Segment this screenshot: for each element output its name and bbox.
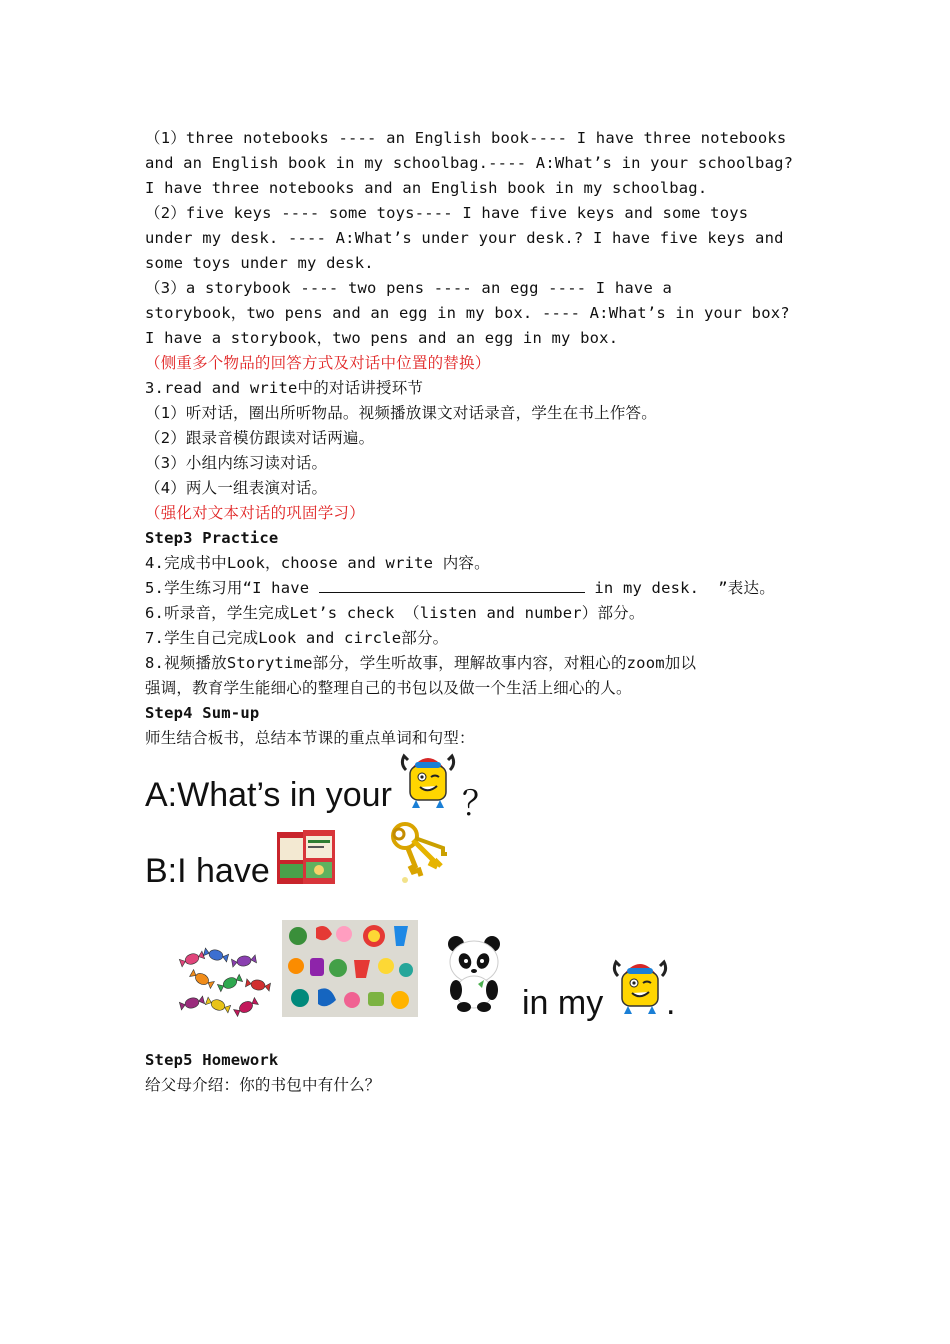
practice-text: 5.学生练习用“I have bbox=[145, 579, 319, 597]
board-line-b: B:I have bbox=[145, 852, 270, 890]
practice-item: 7.学生自己完成Look and circle部分。 bbox=[145, 629, 449, 647]
step-item: （4）两人一组表演对话。 bbox=[145, 479, 328, 497]
fill-in-blank bbox=[319, 578, 585, 593]
step5-heading: Step5 Homework bbox=[145, 1051, 279, 1069]
practice-item: 强调，教育学生能细心的整理自己的书包以及做一个生活上细心的人。 bbox=[145, 679, 632, 697]
text-line: （1）three notebooks ---- an English book---- I have three notebooks bbox=[145, 129, 787, 147]
step3-heading: Step3 Practice bbox=[145, 529, 279, 547]
step-item: （2）跟录音模仿跟读对话两遍。 bbox=[145, 429, 375, 447]
board-question-mark: ？ bbox=[462, 785, 496, 823]
step-item: （3）小组内练习读对话。 bbox=[145, 454, 328, 472]
text-line: some toys under my desk. bbox=[145, 254, 374, 272]
text-line: I have three notebooks and an English book in my schoolbag. bbox=[145, 179, 708, 197]
board-line-c: in my bbox=[522, 984, 604, 1022]
board-line-a: A:What’s in your bbox=[145, 776, 392, 814]
text-line: （2）five keys ---- some toys---- I have five keys and some toys bbox=[145, 204, 749, 222]
homework-text: 给父母介绍：你的书包中有什么？ bbox=[145, 1076, 381, 1094]
storybook-icon bbox=[275, 828, 337, 888]
toys-icon bbox=[282, 920, 418, 1017]
backpack-icon bbox=[398, 750, 458, 810]
keys-icon bbox=[385, 820, 451, 886]
practice-item: 8.视频播放Storytime部分，学生听故事，理解故事内容，对粗心的zoom加以 bbox=[145, 654, 697, 672]
candies-icon bbox=[178, 945, 274, 1021]
section-heading: 3.read and write中的对话讲授环节 bbox=[145, 379, 424, 397]
teaching-note: （强化对文本对话的巩固学习） bbox=[145, 504, 365, 522]
panda-icon bbox=[444, 934, 504, 1014]
text-line: and an English book in my schoolbag.---- A:What’s in your schoolbag? bbox=[145, 154, 794, 172]
document-body bbox=[145, 126, 815, 751]
sumup-intro: 师生结合板书，总结本节课的重点单词和句型： bbox=[145, 729, 475, 747]
text-line: storybook，two pens and an egg in my box. ---- A:What’s in your box? bbox=[145, 304, 790, 322]
text-line: under my desk. ---- A:What’s under your desk.? I have five keys and bbox=[145, 229, 784, 247]
practice-item bbox=[145, 576, 815, 601]
practice-item: 6.听录音，学生完成Let’s check （listen and number）部分。 bbox=[145, 604, 645, 622]
backpack-icon bbox=[610, 956, 670, 1018]
step4-heading: Step4 Sum-up bbox=[145, 704, 260, 722]
practice-text: in my desk. ”表达。 bbox=[584, 579, 775, 597]
text-line: （3）a storybook ---- two pens ---- an egg ---- I have a bbox=[145, 279, 673, 297]
step-item: （1）听对话，圈出所听物品。视频播放课文对话录音，学生在书上作答。 bbox=[145, 404, 657, 422]
text-line: I have a storybook，two pens and an egg in my box. bbox=[145, 329, 619, 347]
teaching-note: （侧重多个物品的回答方式及对话中位置的替换） bbox=[145, 354, 491, 372]
practice-item: 4.完成书中Look，choose and write 内容。 bbox=[145, 554, 490, 572]
board-period: . bbox=[666, 984, 676, 1022]
